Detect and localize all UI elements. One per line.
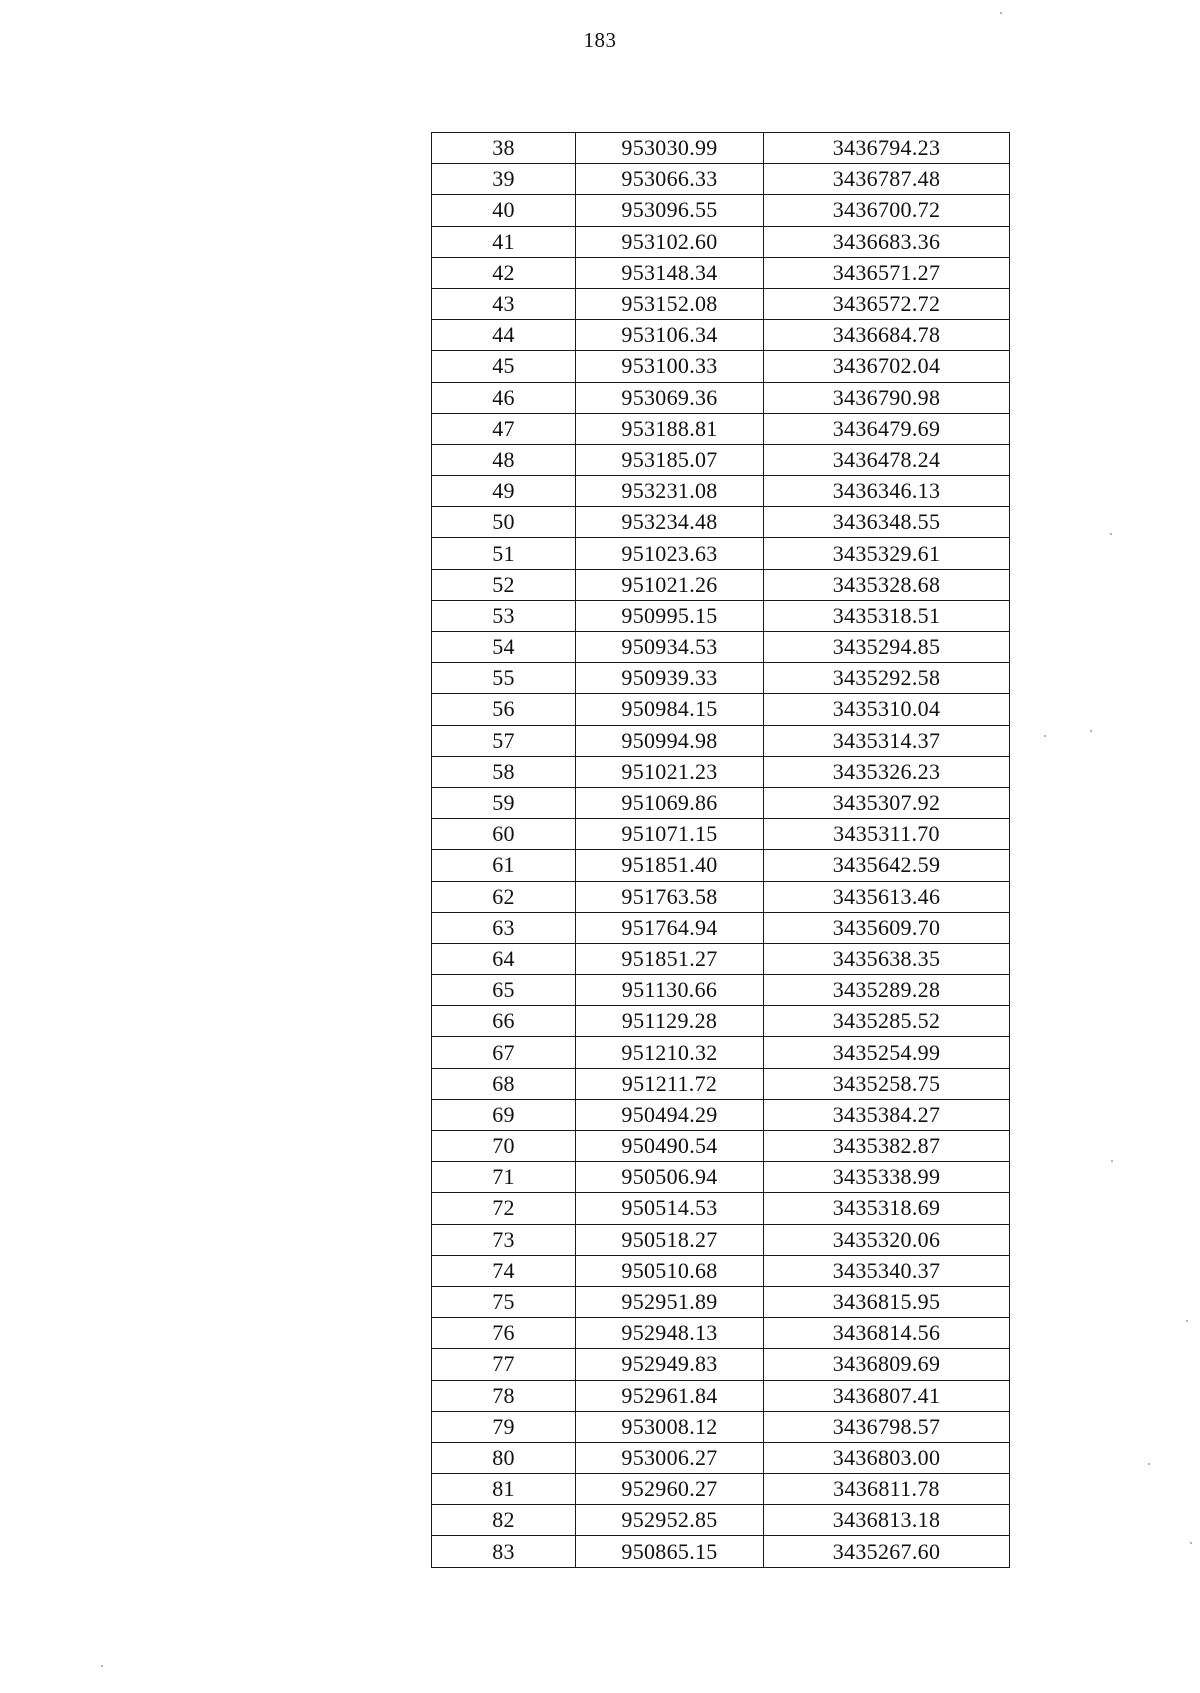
x-coordinate-cell: 950506.94 [576,1162,764,1193]
y-coordinate-cell: 3435289.28 [764,975,1010,1006]
point-number-cell: 63 [432,912,576,943]
table-row [432,881,1010,912]
point-number-cell: 66 [432,1006,576,1037]
x-coordinate-cell: 953100.33 [576,351,764,382]
table-row [432,226,1010,257]
y-coordinate-cell: 3435642.59 [764,850,1010,881]
x-coordinate-cell: 953152.08 [576,288,764,319]
point-number-cell: 77 [432,1349,576,1380]
x-coordinate-cell: 953006.27 [576,1442,764,1473]
point-number-cell: 53 [432,600,576,631]
x-coordinate-cell: 950994.98 [576,725,764,756]
point-number-cell: 81 [432,1474,576,1505]
y-coordinate-cell: 3435329.61 [764,538,1010,569]
point-number-cell: 39 [432,164,576,195]
y-coordinate-cell: 3435318.69 [764,1193,1010,1224]
x-coordinate-cell: 951021.26 [576,569,764,600]
point-number-cell: 61 [432,850,576,881]
table-row [432,1193,1010,1224]
y-coordinate-cell: 3436479.69 [764,413,1010,444]
point-number-cell: 82 [432,1505,576,1536]
table-row [432,975,1010,1006]
x-coordinate-cell: 951851.27 [576,943,764,974]
point-number-cell: 54 [432,632,576,663]
x-coordinate-cell: 953102.60 [576,226,764,257]
y-coordinate-cell: 3435320.06 [764,1224,1010,1255]
table-row [432,1131,1010,1162]
y-coordinate-cell: 3436572.72 [764,288,1010,319]
x-coordinate-cell: 950494.29 [576,1099,764,1130]
x-coordinate-cell: 951021.23 [576,756,764,787]
point-number-cell: 73 [432,1224,576,1255]
point-number-cell: 71 [432,1162,576,1193]
point-number-cell: 74 [432,1255,576,1286]
y-coordinate-cell: 3436478.24 [764,444,1010,475]
table-row [432,1286,1010,1317]
x-coordinate-cell: 953188.81 [576,413,764,444]
y-coordinate-cell: 3435307.92 [764,787,1010,818]
table-row [432,756,1010,787]
scan-speck [1148,1463,1150,1465]
point-number-cell: 70 [432,1131,576,1162]
y-coordinate-cell: 3435310.04 [764,694,1010,725]
point-number-cell: 46 [432,382,576,413]
point-number-cell: 62 [432,881,576,912]
x-coordinate-cell: 953008.12 [576,1411,764,1442]
coordinates-table [431,132,1010,1568]
table-row [432,195,1010,226]
y-coordinate-cell: 3435314.37 [764,725,1010,756]
y-coordinate-cell: 3436346.13 [764,476,1010,507]
point-number-cell: 38 [432,133,576,164]
y-coordinate-cell: 3436813.18 [764,1505,1010,1536]
point-number-cell: 49 [432,476,576,507]
x-coordinate-cell: 950865.15 [576,1536,764,1567]
point-number-cell: 75 [432,1286,576,1317]
x-coordinate-cell: 951764.94 [576,912,764,943]
y-coordinate-cell: 3436803.00 [764,1442,1010,1473]
x-coordinate-cell: 952949.83 [576,1349,764,1380]
x-coordinate-cell: 951023.63 [576,538,764,569]
table-row [432,476,1010,507]
y-coordinate-cell: 3435340.37 [764,1255,1010,1286]
point-number-cell: 48 [432,444,576,475]
x-coordinate-cell: 953148.34 [576,257,764,288]
y-coordinate-cell: 3436348.55 [764,507,1010,538]
table-row [432,850,1010,881]
table-row [432,600,1010,631]
y-coordinate-cell: 3435338.99 [764,1162,1010,1193]
point-number-cell: 68 [432,1068,576,1099]
y-coordinate-cell: 3436702.04 [764,351,1010,382]
x-coordinate-cell: 953185.07 [576,444,764,475]
point-number-cell: 76 [432,1318,576,1349]
y-coordinate-cell: 3435609.70 [764,912,1010,943]
y-coordinate-cell: 3436815.95 [764,1286,1010,1317]
x-coordinate-cell: 951851.40 [576,850,764,881]
point-number-cell: 44 [432,320,576,351]
table-row [432,288,1010,319]
point-number-cell: 58 [432,756,576,787]
y-coordinate-cell: 3435285.52 [764,1006,1010,1037]
y-coordinate-cell: 3436683.36 [764,226,1010,257]
table-row [432,632,1010,663]
x-coordinate-cell: 953096.55 [576,195,764,226]
point-number-cell: 55 [432,663,576,694]
point-number-cell: 47 [432,413,576,444]
y-coordinate-cell: 3436700.72 [764,195,1010,226]
x-coordinate-cell: 953231.08 [576,476,764,507]
x-coordinate-cell: 950939.33 [576,663,764,694]
point-number-cell: 51 [432,538,576,569]
table-row [432,912,1010,943]
scan-speck [1044,735,1046,737]
y-coordinate-cell: 3435384.27 [764,1099,1010,1130]
table-row [432,663,1010,694]
table-row [432,257,1010,288]
point-number-cell: 78 [432,1380,576,1411]
point-number-cell: 65 [432,975,576,1006]
point-number-cell: 56 [432,694,576,725]
point-number-cell: 72 [432,1193,576,1224]
table-row [432,1505,1010,1536]
table-row [432,819,1010,850]
x-coordinate-cell: 952951.89 [576,1286,764,1317]
scan-speck [1186,1320,1188,1322]
point-number-cell: 52 [432,569,576,600]
point-number-cell: 83 [432,1536,576,1567]
x-coordinate-cell: 951130.66 [576,975,764,1006]
table-row [432,1536,1010,1567]
x-coordinate-cell: 952948.13 [576,1318,764,1349]
x-coordinate-cell: 953234.48 [576,507,764,538]
table-row [432,507,1010,538]
table-row [432,351,1010,382]
y-coordinate-cell: 3436814.56 [764,1318,1010,1349]
table-row [432,133,1010,164]
x-coordinate-cell: 952960.27 [576,1474,764,1505]
table-row [432,725,1010,756]
table-row [432,538,1010,569]
x-coordinate-cell: 952952.85 [576,1505,764,1536]
x-coordinate-cell: 951763.58 [576,881,764,912]
table-row [432,787,1010,818]
x-coordinate-cell: 950995.15 [576,600,764,631]
table-row [432,1099,1010,1130]
y-coordinate-cell: 3436809.69 [764,1349,1010,1380]
table-row [432,1037,1010,1068]
y-coordinate-cell: 3436798.57 [764,1411,1010,1442]
point-number-cell: 57 [432,725,576,756]
point-number-cell: 45 [432,351,576,382]
table-row [432,1224,1010,1255]
point-number-cell: 80 [432,1442,576,1473]
table-row [432,1255,1010,1286]
table-row [432,382,1010,413]
scan-speck [1111,1160,1113,1162]
x-coordinate-cell: 950490.54 [576,1131,764,1162]
x-coordinate-cell: 953030.99 [576,133,764,164]
point-number-cell: 64 [432,943,576,974]
y-coordinate-cell: 3435292.58 [764,663,1010,694]
table-row [432,1006,1010,1037]
table-row [432,164,1010,195]
y-coordinate-cell: 3435258.75 [764,1068,1010,1099]
y-coordinate-cell: 3436787.48 [764,164,1010,195]
point-number-cell: 42 [432,257,576,288]
y-coordinate-cell: 3436811.78 [764,1474,1010,1505]
point-number-cell: 43 [432,288,576,319]
x-coordinate-cell: 953106.34 [576,320,764,351]
table-row [432,1411,1010,1442]
point-number-cell: 79 [432,1411,576,1442]
x-coordinate-cell: 950934.53 [576,632,764,663]
y-coordinate-cell: 3435318.51 [764,600,1010,631]
x-coordinate-cell: 951069.86 [576,787,764,818]
y-coordinate-cell: 3436790.98 [764,382,1010,413]
table-row [432,943,1010,974]
point-number-cell: 41 [432,226,576,257]
coordinates-table-body [432,133,1010,1568]
point-number-cell: 60 [432,819,576,850]
x-coordinate-cell: 950514.53 [576,1193,764,1224]
x-coordinate-cell: 953066.33 [576,164,764,195]
y-coordinate-cell: 3436794.23 [764,133,1010,164]
scan-speck [1110,533,1112,535]
x-coordinate-cell: 951129.28 [576,1006,764,1037]
y-coordinate-cell: 3435382.87 [764,1131,1010,1162]
x-coordinate-cell: 951210.32 [576,1037,764,1068]
table-row [432,320,1010,351]
table-row [432,1349,1010,1380]
x-coordinate-cell: 951071.15 [576,819,764,850]
scan-speck [1000,12,1002,14]
table-row [432,413,1010,444]
point-number-cell: 59 [432,787,576,818]
y-coordinate-cell: 3435328.68 [764,569,1010,600]
y-coordinate-cell: 3436684.78 [764,320,1010,351]
table-row [432,694,1010,725]
x-coordinate-cell: 951211.72 [576,1068,764,1099]
y-coordinate-cell: 3435638.35 [764,943,1010,974]
y-coordinate-cell: 3436571.27 [764,257,1010,288]
table-row [432,1068,1010,1099]
y-coordinate-cell: 3436807.41 [764,1380,1010,1411]
point-number-cell: 40 [432,195,576,226]
y-coordinate-cell: 3435267.60 [764,1536,1010,1567]
x-coordinate-cell: 952961.84 [576,1380,764,1411]
point-number-cell: 69 [432,1099,576,1130]
y-coordinate-cell: 3435311.70 [764,819,1010,850]
x-coordinate-cell: 950510.68 [576,1255,764,1286]
x-coordinate-cell: 950984.15 [576,694,764,725]
scan-speck [1090,730,1092,732]
table-row [432,1162,1010,1193]
table-row [432,569,1010,600]
table-row [432,1380,1010,1411]
table-row [432,1318,1010,1349]
scan-speck [1190,1542,1192,1544]
page-number: 183 [583,28,617,52]
table-row [432,1442,1010,1473]
y-coordinate-cell: 3435613.46 [764,881,1010,912]
point-number-cell: 67 [432,1037,576,1068]
table-row [432,1474,1010,1505]
scan-speck [101,1665,103,1667]
y-coordinate-cell: 3435254.99 [764,1037,1010,1068]
point-number-cell: 50 [432,507,576,538]
x-coordinate-cell: 950518.27 [576,1224,764,1255]
y-coordinate-cell: 3435326.23 [764,756,1010,787]
y-coordinate-cell: 3435294.85 [764,632,1010,663]
x-coordinate-cell: 953069.36 [576,382,764,413]
table-row [432,444,1010,475]
